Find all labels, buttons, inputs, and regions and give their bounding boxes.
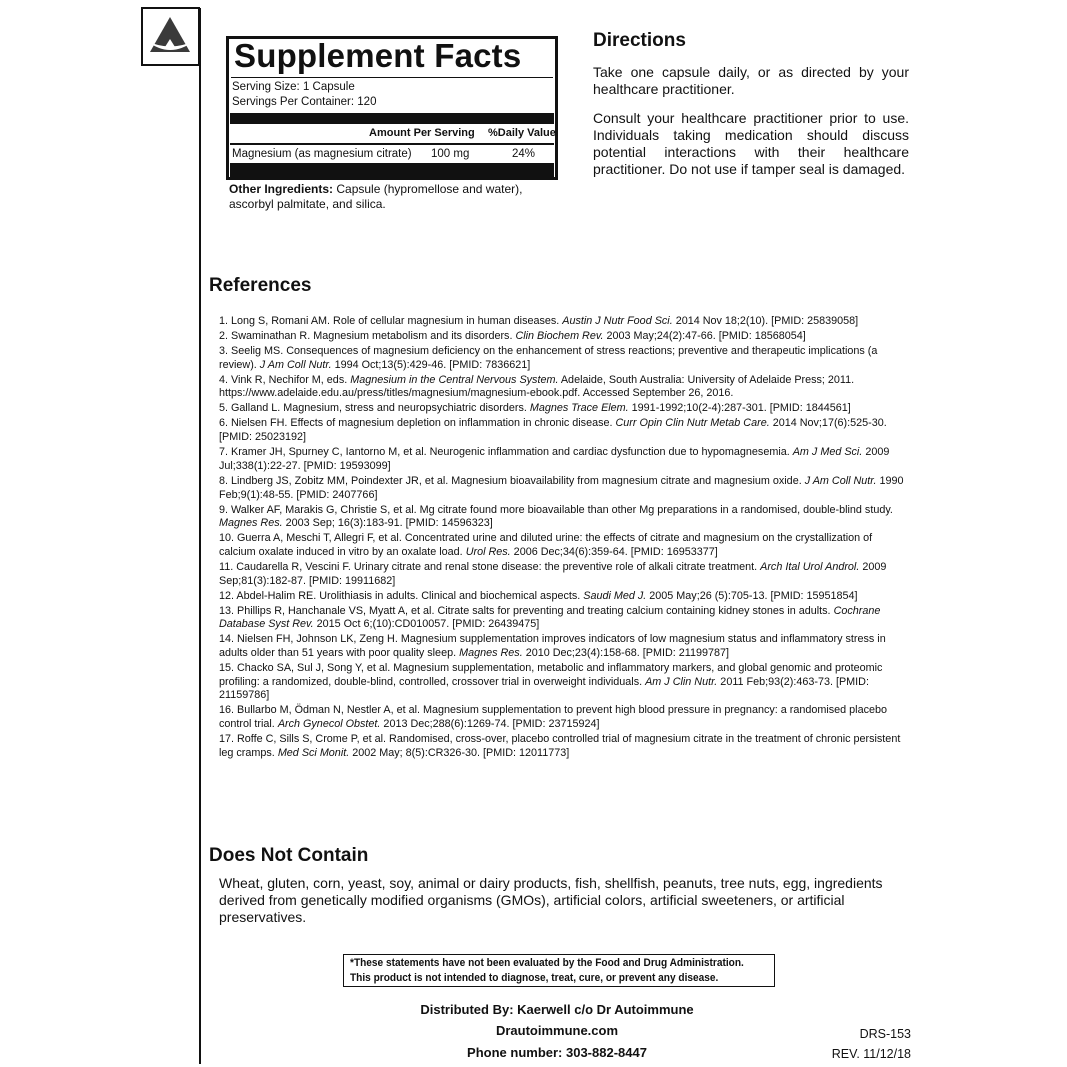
brand-logo (141, 7, 200, 66)
divider-thick (230, 163, 554, 177)
amount-per-serving-header: Amount Per Serving (369, 127, 475, 139)
reference-journal: Am J Clin Nutr. (645, 675, 718, 688)
disclaimer-line: This product is not intended to diagnose, treat, cure, or prevent any disease. (350, 971, 719, 984)
reference-text: 3. Seelig MS. Consequences of magnesium deficiency on the enhancement of stress reactions; preventive and therapeutic implications (a review). (219, 345, 878, 371)
reference-text: 10. Guerra A, Meschi T, Allegri F, et al. Concentrated urine and diluted urine: the effects of citrate and magnesium on the crystallization of calcium oxalate induced in vitro by an oxalate load. (219, 532, 873, 558)
reference-journal: J Am Coll Nutr. (259, 358, 332, 371)
reference-item (219, 315, 911, 329)
other-ingredients-text: Capsule (hypromellose and water), ascorbyl palmitate, and silica. (229, 182, 523, 211)
reference-text: 11. Caudarella R, Vescini F. Urinary citrate and renal stone disease: the preventive role of alkali citrate treatment. (219, 560, 761, 573)
does-not-contain-text: Wheat, gluten, corn, yeast, soy, animal or dairy products, fish, shellfish, peanuts, tree nuts, egg, ingredients derived from genetically modified organisms (GMOs), artificial colors, artificial sweeteners, or artificial preservatives. (219, 875, 883, 925)
reference-item (219, 532, 911, 559)
reference-journal: Cochrane Database Syst Rev. (219, 604, 881, 631)
reference-details: 2014 Nov 18;2(10). [PMID: 25839058] (672, 315, 859, 327)
reference-details: 2005 May;26 (5):705-13. [PMID: 15951854] (646, 589, 858, 602)
does-not-contain-heading: Does Not Contain (209, 845, 369, 866)
reference-journal: Austin J Nutr Food Sci. (562, 315, 673, 327)
product-code: DRS-153 (859, 1027, 911, 1041)
reference-item (219, 561, 911, 588)
disclaimer-line: *These statements have not been evaluated by the Food and Drug Administration. (350, 957, 744, 969)
reference-details: 2015 Oct 6;(10):CD010057. [PMID: 26439475] (313, 618, 540, 631)
reference-details: 1994 Oct;13(5):429-46. [PMID: 7836621] (331, 358, 531, 371)
reference-text: 14. Nielsen FH, Johnson LK, Zeng H. Magnesium supplementation improves indicators of low magnesium status and inflammatory stress in adults older than 51 years with poor quality sleep. (219, 633, 886, 660)
reference-details: 2014 Nov;17(6):525-30. [PMID: 25023192] (219, 417, 887, 444)
distributor-line: Distributed By: Kaerwell c/o Dr Autoimmune (420, 1002, 694, 1017)
nutrient-amount: 100 mg (431, 148, 470, 160)
reference-details: 2010 Dec;23(4):158-68. [PMID: 21199787] (522, 647, 729, 660)
reference-journal: J Am Coll Nutr. (804, 474, 877, 487)
left-margin-rule (199, 8, 201, 1064)
reference-text: 15. Chacko SA, Sul J, Song Y, et al. Magnesium supplementation, metabolic and inflammatory markers, and global genomic and proteomic profiling: a randomized, double-blind, controlled, crossover trial in overweight individuals. (219, 662, 883, 688)
reference-item (219, 662, 911, 703)
reference-item (219, 633, 911, 660)
reference-text: 17. Roffe C, Sills S, Crome P, et al. Randomised, cross-over, placebo controlled trial of magnesium citrate in the treatment of chronic persistent leg cramps. (219, 733, 901, 759)
reference-item (219, 475, 911, 502)
supplement-facts-title: Supplement Facts (234, 37, 522, 74)
distributor-phone: Phone number: 303-882-8447 (467, 1045, 647, 1060)
directions-heading: Directions (593, 30, 686, 51)
revision-date: REV. 11/12/18 (831, 1047, 911, 1061)
directions-paragraph: Take one capsule daily, or as directed by your healthcare practitioner. (593, 64, 909, 97)
reference-details: 2006 Dec;34(6):359-64. [PMID: 16953377] (510, 545, 718, 558)
reference-item (219, 605, 911, 632)
reference-journal: Med Sci Monit. (277, 746, 350, 759)
reference-text: 4. Vink R, Nechifor M, eds. (219, 373, 351, 386)
directions-paragraph: Consult your healthcare practitioner prior to use. Individuals taking medication should discuss potential interactions with their healthcare practitioner. Do not use if tamper seal is damaged. (593, 110, 909, 177)
reference-journal: Urol Res. (465, 545, 511, 558)
reference-journal: Arch Ital Urol Androl. (760, 560, 860, 573)
reference-details: 2009 Jul;338(1):22-27. [PMID: 19593099] (219, 446, 890, 472)
reference-details: 2003 Sep; 16(3):183-91. [PMID: 14596323] (282, 517, 493, 530)
reference-journal: Curr Opin Clin Nutr Metab Care. (615, 417, 770, 430)
supplement-facts-panel (226, 36, 558, 180)
nutrient-name: Magnesium (as magnesium citrate) (232, 148, 412, 160)
other-ingredients (229, 182, 559, 212)
reference-journal: Magnesium in the Central Nervous System. (350, 373, 559, 386)
references-list (219, 315, 911, 762)
reference-details: 2002 May; 8(5):CR326-30. [PMID: 12011773] (349, 746, 570, 759)
reference-item (219, 402, 911, 416)
reference-journal: Clin Biochem Rev. (515, 330, 604, 342)
reference-details: 1991-1992;10(2-4):287-301. [PMID: 1844561] (628, 402, 851, 415)
divider-thick (230, 113, 554, 124)
reference-text: 6. Nielsen FH. Effects of magnesium depletion on inflammation in chronic disease. (219, 417, 616, 430)
other-ingredients-label: Other Ingredients: (229, 182, 334, 196)
reference-text: 5. Galland L. Magnesium, stress and neuropsychiatric disorders. (219, 402, 530, 415)
divider (230, 143, 554, 145)
reference-text: 12. Abdel-Halim RE. Urolithiasis in adults. Clinical and biochemical aspects. (219, 589, 584, 602)
reference-journal: Magnes Res. (219, 517, 283, 530)
reference-text: 8. Lindberg JS, Zobitz MM, Poindexter JR, et al. Magnesium bioavailability from magnesium citrate and magnesium oxide. (219, 474, 805, 487)
divider (231, 77, 553, 78)
reference-text: 2. Swaminathan R. Magnesium metabolism and its disorders. (219, 330, 516, 342)
reference-text: 13. Phillips R, Hanchanale VS, Myatt A, et al. Citrate salts for preventing and treating calcium containing kidney stones in adults. (219, 604, 834, 617)
references-heading: References (209, 275, 312, 296)
reference-item (219, 504, 911, 531)
servings-per-container: Servings Per Container: 120 (232, 96, 377, 108)
distributor-website: Drautoimmune.com (495, 1023, 619, 1038)
reference-details: 2011 Feb;93(2):463-73. [PMID: 21159786] (219, 675, 869, 702)
serving-size: Serving Size: 1 Capsule (232, 81, 355, 93)
reference-item (219, 330, 911, 344)
triangle-logo-icon (143, 9, 198, 64)
reference-details: Adelaide, South Australia: University of Adelaide Press; 2011. https://www.adelaide.edu.au/press/titles/magnesium/magnesium-ebook.pdf. Accessed September 26, 2016. (219, 373, 855, 400)
reference-details: 1990 Feb;9(1):48-55. [PMID: 2407766] (219, 474, 904, 501)
nutrient-daily-value: 24% (512, 148, 536, 160)
reference-journal: Arch Gynecol Obstet. (277, 718, 381, 731)
daily-value-header: %Daily Value (488, 127, 556, 139)
reference-item (219, 704, 911, 731)
reference-item (219, 590, 911, 604)
reference-details: 2003 May;24(2):47-66. [PMID: 18568054] (603, 330, 806, 342)
reference-journal: Magnes Trace Elem. (529, 402, 629, 415)
reference-details: 2013 Dec;288(6):1269-74. [PMID: 23715924] (380, 718, 600, 731)
reference-text: 1. Long S, Romani AM. Role of cellular magnesium in human diseases. (219, 315, 563, 327)
reference-journal: Saudi Med J. (583, 589, 647, 602)
reference-item (219, 345, 911, 372)
reference-text: 9. Walker AF, Marakis G, Christie S, et al. Mg citrate found more bioavailable than other Mg preparations in a randomised, double-blind study. (219, 503, 893, 516)
reference-journal: Am J Med Sci. (792, 446, 863, 459)
reference-text: 7. Kramer JH, Spurney C, Iantorno M, et al. Neurogenic inflammation and cardiac dysfunction due to hypomagnesemia. (219, 446, 793, 459)
reference-item (219, 733, 911, 760)
fda-disclaimer-box (343, 954, 775, 987)
reference-item (219, 374, 911, 401)
reference-item (219, 446, 911, 473)
reference-details: 2009 Sep;81(3):182-87. [PMID: 19911682] (219, 560, 887, 587)
reference-item (219, 417, 911, 444)
reference-text: 16. Bullarbo M, Ödman N, Nestler A, et al. Magnesium supplementation to prevent high blood pressure in pregnancy: a randomised placebo control trial. (219, 704, 887, 731)
reference-journal: Magnes Res. (459, 647, 523, 660)
